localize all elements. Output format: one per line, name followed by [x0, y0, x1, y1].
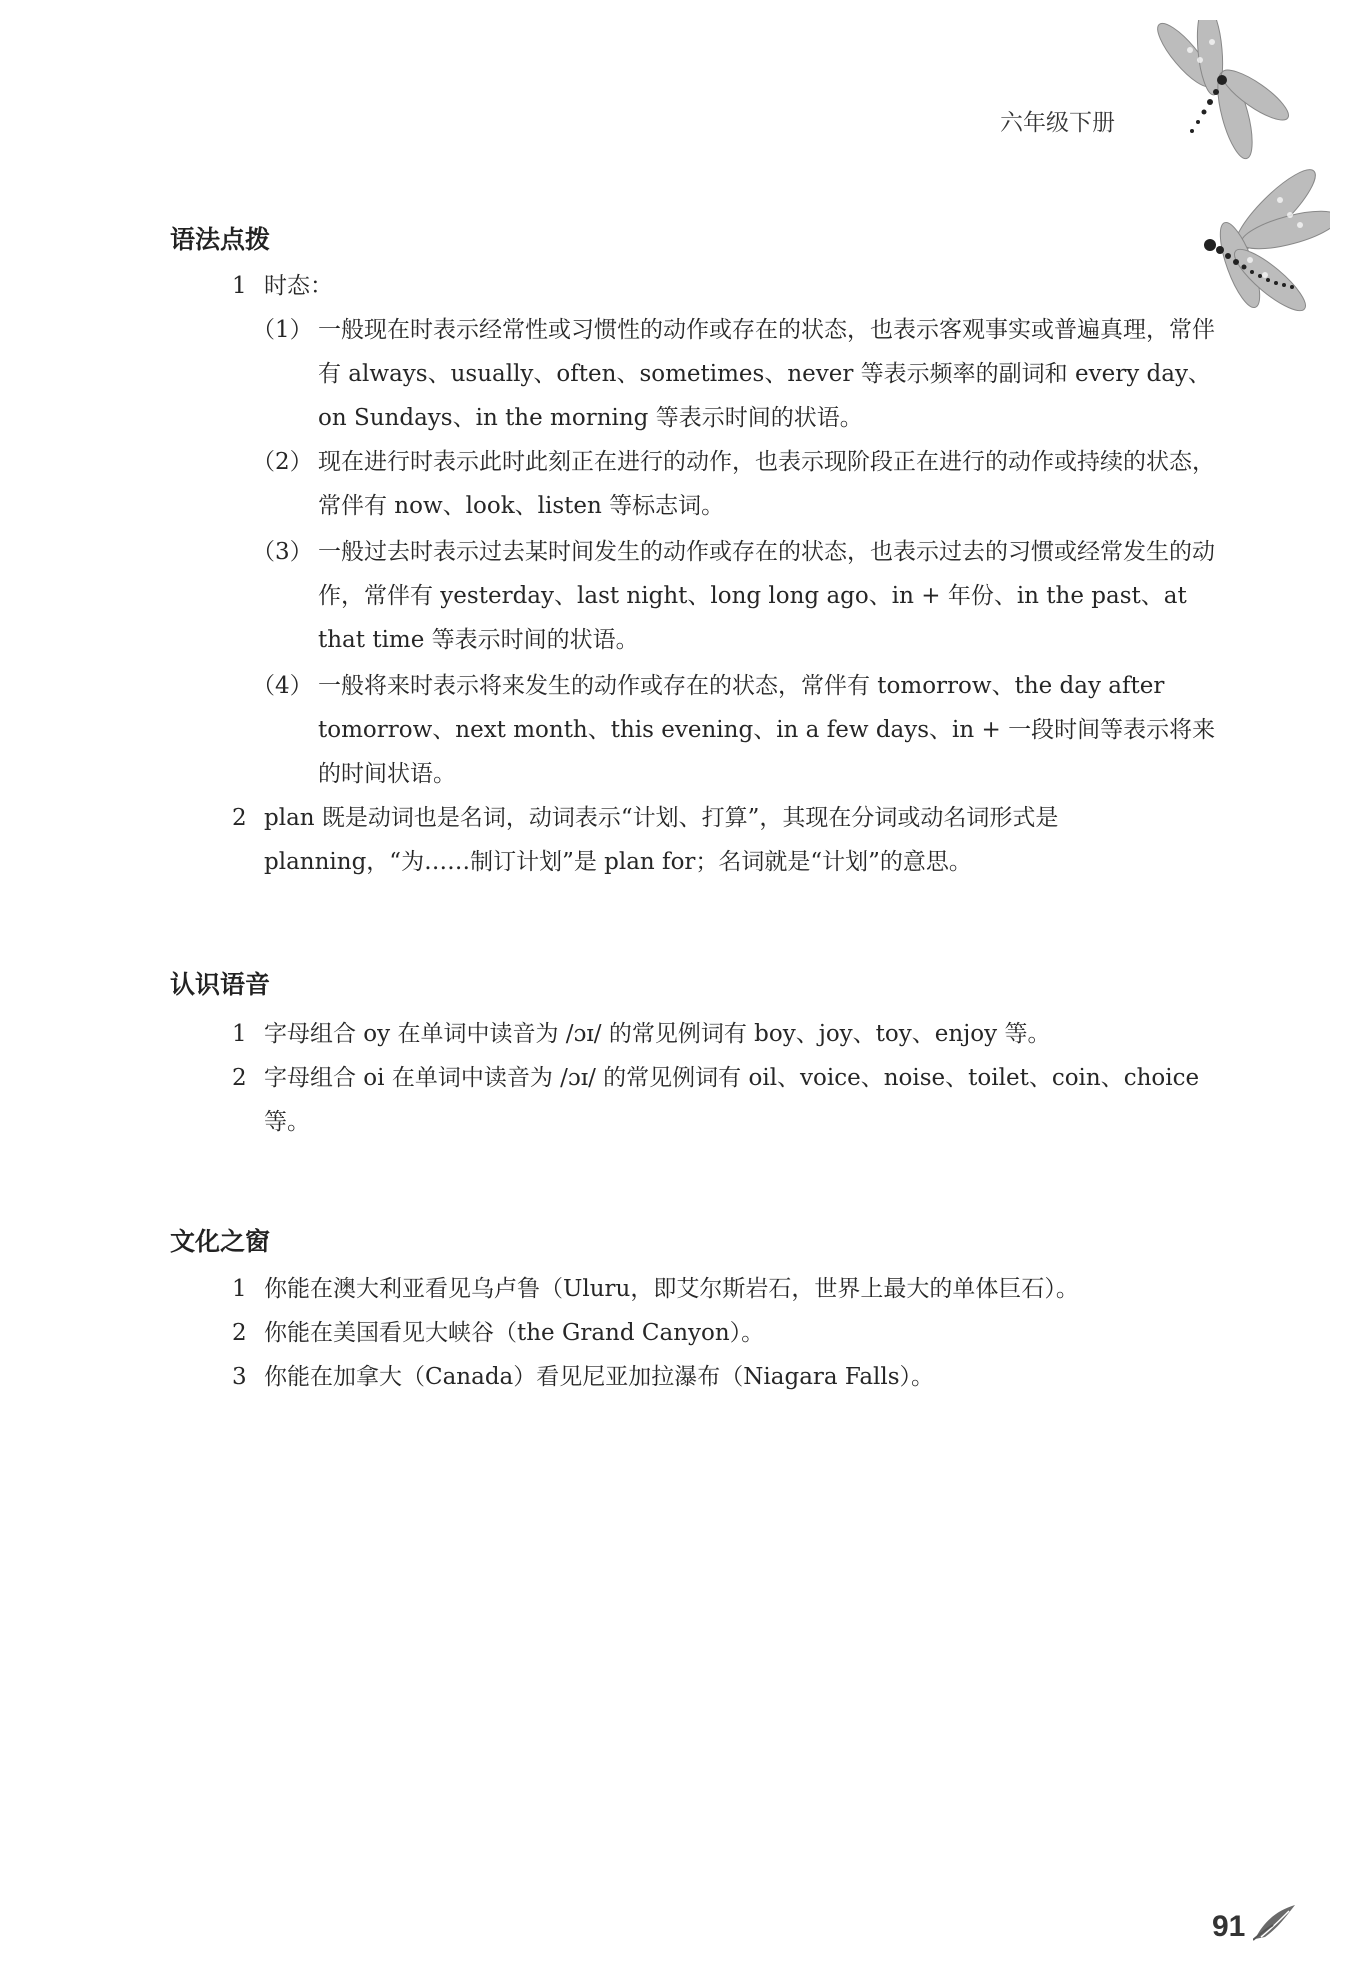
section-title-phonics: 认识语音: [170, 970, 271, 999]
grammar-sub-1-text: 一般现在时表示经常性或习惯性的动作或存在的状态，也表示客观事实或普遍真理，常伴有 always、usually、often、sometimes、never 等表示频率的副词和 every day、on Sundays、in the morning 等表示时间的状语。: [318, 317, 1215, 431]
phonics-item-1-text: 字母组合 oy 在单词中读音为 /ɔɪ/ 的常见例词有 boy、joy、toy、enjoy 等。: [264, 1021, 1051, 1047]
phonics-item-2-number: 2: [232, 1065, 247, 1091]
grammar-sub-4-number: （4）: [252, 673, 313, 699]
phonics-item-2-text: 字母组合 oi 在单词中读音为 /ɔɪ/ 的常见例词有 oil、voice、noise、toilet、coin、choice 等。: [264, 1065, 1200, 1135]
grammar-sub-2-number: （2）: [252, 449, 313, 475]
grammar-sub-2-text: 现在进行时表示此时此刻正在进行的动作，也表示现阶段正在进行的动作或持续的状态，常伴有 now、look、listen 等标志词。: [318, 449, 1215, 519]
culture-item-2-number: 2: [232, 1320, 247, 1346]
culture-item-3-text: 你能在加拿大（Canada）看见尼亚加拉瀑布（Niagara Falls）。: [264, 1364, 935, 1390]
header-label: 六年级下册: [1000, 110, 1115, 136]
culture-item-1-number: 1: [232, 1276, 247, 1302]
culture-item-2-text: 你能在美国看见大峡谷（the Grand Canyon）。: [264, 1320, 765, 1346]
grammar-item-2-text: plan 既是动词也是名词，动词表示“计划、打算”，其现在分词或动名词形式是 planning，“为……制订计划”是 plan for；名词就是“计划”的意思。: [264, 805, 1059, 875]
culture-item-3-number: 3: [232, 1364, 247, 1390]
page-number: 91: [1212, 1910, 1246, 1943]
section-title-grammar: 语法点拨: [170, 225, 271, 254]
culture-item-1-text: 你能在澳大利亚看见乌卢鲁（Uluru，即艾尔斯岩石，世界上最大的单体巨石）。: [264, 1276, 1079, 1302]
grammar-item-1-number: 1: [232, 273, 247, 299]
grammar-sub-1-number: （1）: [252, 317, 313, 343]
leaf-icon: [1253, 1903, 1297, 1941]
grammar-item-2-number: 2: [232, 805, 247, 831]
grammar-sub-4-text: 一般将来时表示将来发生的动作或存在的状态，常伴有 tomorrow、the day after tomorrow、next month、this evening、in a few days、in + 一段时间等表示将来的时间状语。: [318, 673, 1216, 787]
section-title-culture: 文化之窗: [170, 1227, 271, 1256]
grammar-sub-3-text: 一般过去时表示过去某时间发生的动作或存在的状态，也表示过去的习惯或经常发生的动作，常伴有 yesterday、last night、long long ago、in + 年份、in the past、at that time 等表示时间的状语。: [318, 539, 1215, 653]
grammar-item-1-text: 时态：: [264, 273, 333, 299]
phonics-item-1-number: 1: [232, 1021, 247, 1047]
grammar-sub-3-number: （3）: [252, 539, 313, 565]
